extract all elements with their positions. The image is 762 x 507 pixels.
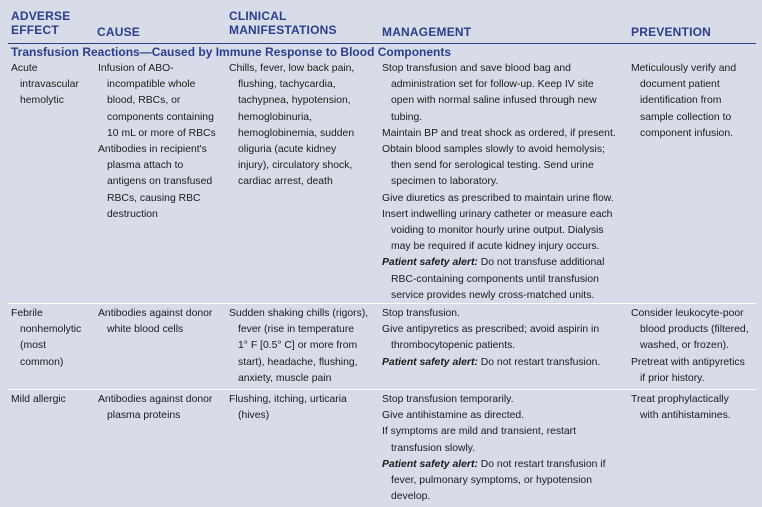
header-adverse-effect: ADVERSE EFFECT xyxy=(11,9,71,37)
safety-alert xyxy=(382,255,616,271)
text-line: Do not transfuse additional xyxy=(477,257,605,269)
text-line: Do not restart transfusion if xyxy=(477,458,606,470)
prevention-cell xyxy=(631,306,749,387)
prevention-cell xyxy=(631,392,731,424)
text-line: injury), circulatory shock, xyxy=(238,160,353,172)
text-line: Stop transfusion temporarily. xyxy=(382,394,514,405)
text-line: document patient xyxy=(640,79,720,91)
cause-cell xyxy=(98,306,212,338)
text-line: (hives) xyxy=(238,410,270,422)
text-line: Febrile xyxy=(11,308,43,319)
text-line: plasma attach to xyxy=(107,160,184,172)
text-line: Give diuretics as prescribed to maintain urine flow. xyxy=(382,192,614,204)
row-divider xyxy=(8,303,756,304)
text-line: may be required if acute kidney injury occurs. xyxy=(391,241,600,253)
text-line: common) xyxy=(20,356,64,368)
text-line: Pretreat with antipyretics xyxy=(631,356,745,368)
effect-cell xyxy=(11,392,66,408)
text-line: thrombocytopenic patients. xyxy=(391,340,516,352)
text-line: Acute xyxy=(11,63,38,74)
safety-alert-label: Patient safety alert: xyxy=(382,257,478,269)
text-line: develop. xyxy=(391,491,431,503)
text-line: blood products (filtered, xyxy=(640,324,749,336)
text-line: destruction xyxy=(107,208,158,220)
text-line: plasma proteins xyxy=(107,410,181,422)
text-line: Give antihistamine as directed. xyxy=(382,410,525,422)
text-line: Treat prophylactically xyxy=(631,394,729,405)
text-line: antigens on transfused xyxy=(107,176,213,188)
text-line: voiding to monitor hourly urine output. Dialysis xyxy=(391,225,604,237)
safety-alert-label: Patient safety alert: xyxy=(382,458,478,470)
text-line: then send for serological testing. Send urine xyxy=(391,160,594,172)
text-line: Meticulously verify and xyxy=(631,63,737,74)
text-line: (most xyxy=(20,340,46,352)
clinical-cell xyxy=(229,61,354,191)
text-line: cardiac arrest, death xyxy=(238,176,333,188)
text-line: with antihistamines. xyxy=(640,410,731,422)
text-line: Obtain blood samples slowly to avoid hemolysis; xyxy=(382,144,605,156)
section-title: Transfusion Reactions—Caused by Immune Response to Blood Components xyxy=(11,45,452,59)
text-line: open with normal saline infused through new xyxy=(391,95,597,107)
safety-alert xyxy=(382,355,600,371)
effect-cell xyxy=(11,306,81,371)
text-line: hemolytic xyxy=(20,95,64,107)
text-line: administration set for follow-up. Keep IV site xyxy=(391,79,594,91)
text-line: service provides newly cross-matched units. xyxy=(391,289,595,301)
text-line: component infusion. xyxy=(640,127,733,139)
prevention-cell xyxy=(631,61,736,142)
effect-cell xyxy=(11,61,79,110)
text-line: fever, pulmonary symptoms, or hypotension xyxy=(391,475,592,487)
text-line: Stop transfusion. xyxy=(382,308,460,319)
text-line: Consider leukocyte-poor xyxy=(631,308,744,319)
text-line: tachypnea, hypotension, xyxy=(238,95,351,107)
text-line: washed, or frozen). xyxy=(640,340,729,352)
cause-cell xyxy=(98,61,216,223)
text-line: specimen to laboratory. xyxy=(391,176,499,188)
cause-cell xyxy=(98,392,212,424)
header-cause: CAUSE xyxy=(97,25,141,39)
header-divider xyxy=(8,43,756,44)
text-line: white blood cells xyxy=(107,324,184,336)
text-line: Chills, fever, low back pain, xyxy=(229,63,355,74)
management-cell xyxy=(382,392,606,505)
text-line: nonhemolytic xyxy=(20,324,82,336)
table-header xyxy=(0,0,762,44)
row-divider xyxy=(8,389,756,390)
text-line: transfusion slowly. xyxy=(391,442,476,454)
header-clinical-manifestations: CLINICAL MANIFESTATIONS xyxy=(229,9,337,37)
text-line: Insert indwelling urinary catheter or measure each xyxy=(382,208,613,220)
text-line: anxiety, muscle pain xyxy=(238,372,332,384)
text-line: Maintain BP and treat shock as ordered, if present. xyxy=(382,127,616,139)
text-line: 1° F [0.5° C] or more from xyxy=(238,340,358,352)
text-line: blood, RBCs, or xyxy=(107,95,181,107)
text-line: Sudden shaking chills (rigors), xyxy=(229,308,369,319)
text-line: hemoglobinemia, sudden xyxy=(238,127,355,139)
management-cell xyxy=(382,306,600,371)
clinical-cell xyxy=(229,306,368,387)
safety-alert-label: Patient safety alert: xyxy=(382,356,478,368)
text-line: If symptoms are mild and transient, restart xyxy=(382,426,577,438)
text-line: RBC-containing components until transfusion xyxy=(391,273,599,285)
text-line: hemoglobinuria, xyxy=(238,111,312,123)
text-line: start), headache, flushing, xyxy=(238,356,358,368)
safety-alert xyxy=(382,457,606,473)
text-line: Do not restart transfusion. xyxy=(477,356,601,368)
text-line: Stop transfusion and save blood bag and xyxy=(382,63,571,74)
text-line: identification from xyxy=(640,95,722,107)
text-line: Infusion of ABO- xyxy=(98,63,174,74)
text-line: flushing, tachycardia, xyxy=(238,79,336,91)
text-line: Antibodies in recipient's xyxy=(98,144,207,156)
text-line: Flushing, itching, urticaria xyxy=(229,394,347,405)
text-line: Antibodies against donor xyxy=(98,394,213,405)
text-line: incompatible whole xyxy=(107,79,196,91)
header-management: MANAGEMENT xyxy=(382,25,472,39)
text-line: if prior history. xyxy=(640,372,705,384)
text-line: 10 mL or more of RBCs xyxy=(107,127,216,139)
text-line: Give antipyretics as prescribed; avoid aspirin in xyxy=(382,324,600,336)
text-line: sample collection to xyxy=(640,111,732,123)
text-line: Antibodies against donor xyxy=(98,308,213,319)
text-line: oliguria (acute kidney xyxy=(238,144,337,156)
management-cell xyxy=(382,61,616,304)
header-prevention: PREVENTION xyxy=(631,25,712,39)
clinical-cell xyxy=(229,392,347,424)
text-line: tubing. xyxy=(391,111,423,123)
text-line: RBCs, causing RBC xyxy=(107,192,201,204)
text-line: components containing xyxy=(107,111,214,123)
text-line: fever (rise in temperature xyxy=(238,324,355,336)
text-line: Mild allergic xyxy=(11,394,66,405)
text-line: intravascular xyxy=(20,79,79,91)
